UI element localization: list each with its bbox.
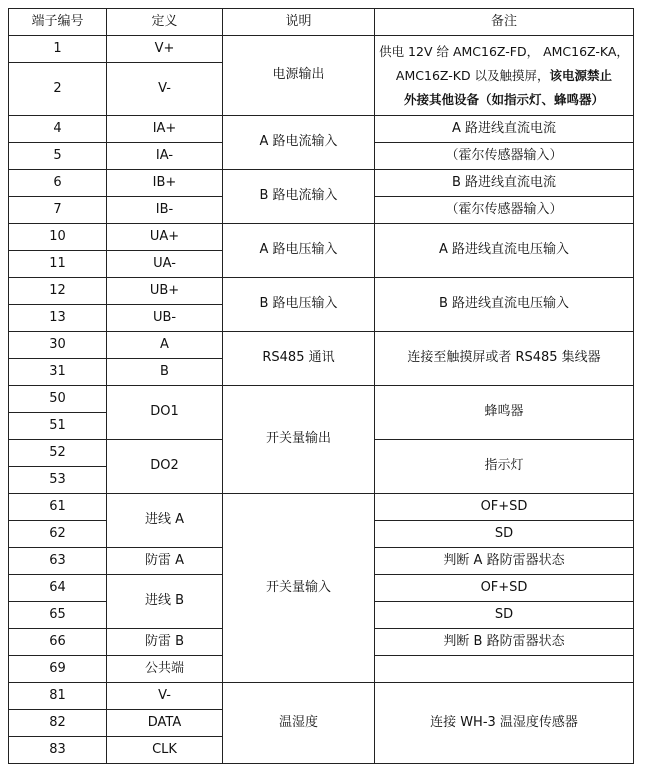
terminal-no: 11	[9, 251, 107, 278]
remark-text: AMC16Z-KD 以及触摸屏，	[395, 67, 550, 83]
remark: OF+SD	[375, 575, 634, 602]
terminal-no: 64	[9, 575, 107, 602]
table-row	[9, 683, 634, 710]
terminal-no: 83	[9, 737, 107, 764]
remark: （霍尔传感器输入）	[375, 143, 634, 170]
remark: OF+SD	[375, 494, 634, 521]
terminal-table	[8, 8, 634, 764]
header-description: 说明	[223, 9, 375, 36]
table-row	[9, 386, 634, 413]
terminal-no: 65	[9, 602, 107, 629]
remark: 指示灯	[375, 440, 634, 494]
terminal-no: 69	[9, 656, 107, 683]
remark: A 路进线直流电流	[375, 116, 634, 143]
remark: SD	[375, 521, 634, 548]
terminal-no: 5	[9, 143, 107, 170]
terminal-no: 10	[9, 224, 107, 251]
definition: 公共端	[107, 656, 223, 683]
description: 温湿度	[223, 683, 375, 764]
terminal-no: 51	[9, 413, 107, 440]
remark: 判断 A 路防雷器状态	[375, 548, 634, 575]
terminal-no: 13	[9, 305, 107, 332]
remark-warning: 外接其他设备（如指示灯、蜂鸣器）	[403, 91, 604, 107]
definition: B	[107, 359, 223, 386]
definition: UB-	[107, 305, 223, 332]
remark: （霍尔传感器输入）	[375, 197, 634, 224]
header-definition: 定义	[107, 9, 223, 36]
header-remarks: 备注	[375, 9, 634, 36]
definition: A	[107, 332, 223, 359]
remark: SD	[375, 602, 634, 629]
remark: B 路进线直流电流	[375, 170, 634, 197]
terminal-no: 53	[9, 467, 107, 494]
description: 开关量输入	[223, 494, 375, 683]
terminal-no: 62	[9, 521, 107, 548]
header-row	[9, 9, 634, 36]
remark: 连接至触摸屏或者 RS485 集线器	[375, 332, 634, 386]
remark: 连接 WH-3 温湿度传感器	[375, 683, 634, 764]
remark: A 路进线直流电压输入	[375, 224, 634, 278]
terminal-no: 82	[9, 710, 107, 737]
definition: DO1	[107, 386, 223, 440]
definition: 防雷 B	[107, 629, 223, 656]
terminal-no: 31	[9, 359, 107, 386]
description: A 路电流输入	[223, 116, 375, 170]
terminal-no: 81	[9, 683, 107, 710]
terminal-no: 66	[9, 629, 107, 656]
table-row	[9, 224, 634, 251]
definition: 防雷 A	[107, 548, 223, 575]
definition: V+	[107, 36, 223, 63]
terminal-no: 61	[9, 494, 107, 521]
definition: DATA	[107, 710, 223, 737]
terminal-no: 6	[9, 170, 107, 197]
remark-empty	[375, 656, 634, 683]
description: 开关量输出	[223, 386, 375, 494]
terminal-no: 52	[9, 440, 107, 467]
terminal-no: 7	[9, 197, 107, 224]
definition: CLK	[107, 737, 223, 764]
remark-line: 供电 12V 给 AMC16Z-FD， AMC16Z-KA，	[379, 43, 629, 59]
header-terminal-no: 端子编号	[9, 9, 107, 36]
remark-line	[379, 64, 629, 88]
table-row	[9, 170, 634, 197]
definition: IB-	[107, 197, 223, 224]
definition: IB+	[107, 170, 223, 197]
definition: IA-	[107, 143, 223, 170]
remark: 蜂鸣器	[375, 386, 634, 440]
table-row	[9, 36, 634, 63]
description: RS485 通讯	[223, 332, 375, 386]
terminal-no: 4	[9, 116, 107, 143]
table-row	[9, 116, 634, 143]
definition: IA+	[107, 116, 223, 143]
terminal-no: 12	[9, 278, 107, 305]
definition: V-	[107, 683, 223, 710]
terminal-no: 50	[9, 386, 107, 413]
table-row	[9, 278, 634, 305]
description: 电源输出	[223, 36, 375, 116]
description: A 路电压输入	[223, 224, 375, 278]
definition: 进线 A	[107, 494, 223, 548]
remark-power	[375, 36, 634, 116]
definition: DO2	[107, 440, 223, 494]
description: B 路电压输入	[223, 278, 375, 332]
remark: B 路进线直流电压输入	[375, 278, 634, 332]
definition: UA-	[107, 251, 223, 278]
remark-warning: 该电源禁止	[549, 67, 613, 83]
terminal-no: 63	[9, 548, 107, 575]
table-row	[9, 332, 634, 359]
table-row	[9, 494, 634, 521]
terminal-no: 30	[9, 332, 107, 359]
definition: UA+	[107, 224, 223, 251]
terminal-no: 1	[9, 36, 107, 63]
terminal-no: 2	[9, 63, 107, 116]
definition: UB+	[107, 278, 223, 305]
definition: 进线 B	[107, 575, 223, 629]
remark: 判断 B 路防雷器状态	[375, 629, 634, 656]
definition: V-	[107, 63, 223, 116]
description: B 路电流输入	[223, 170, 375, 224]
